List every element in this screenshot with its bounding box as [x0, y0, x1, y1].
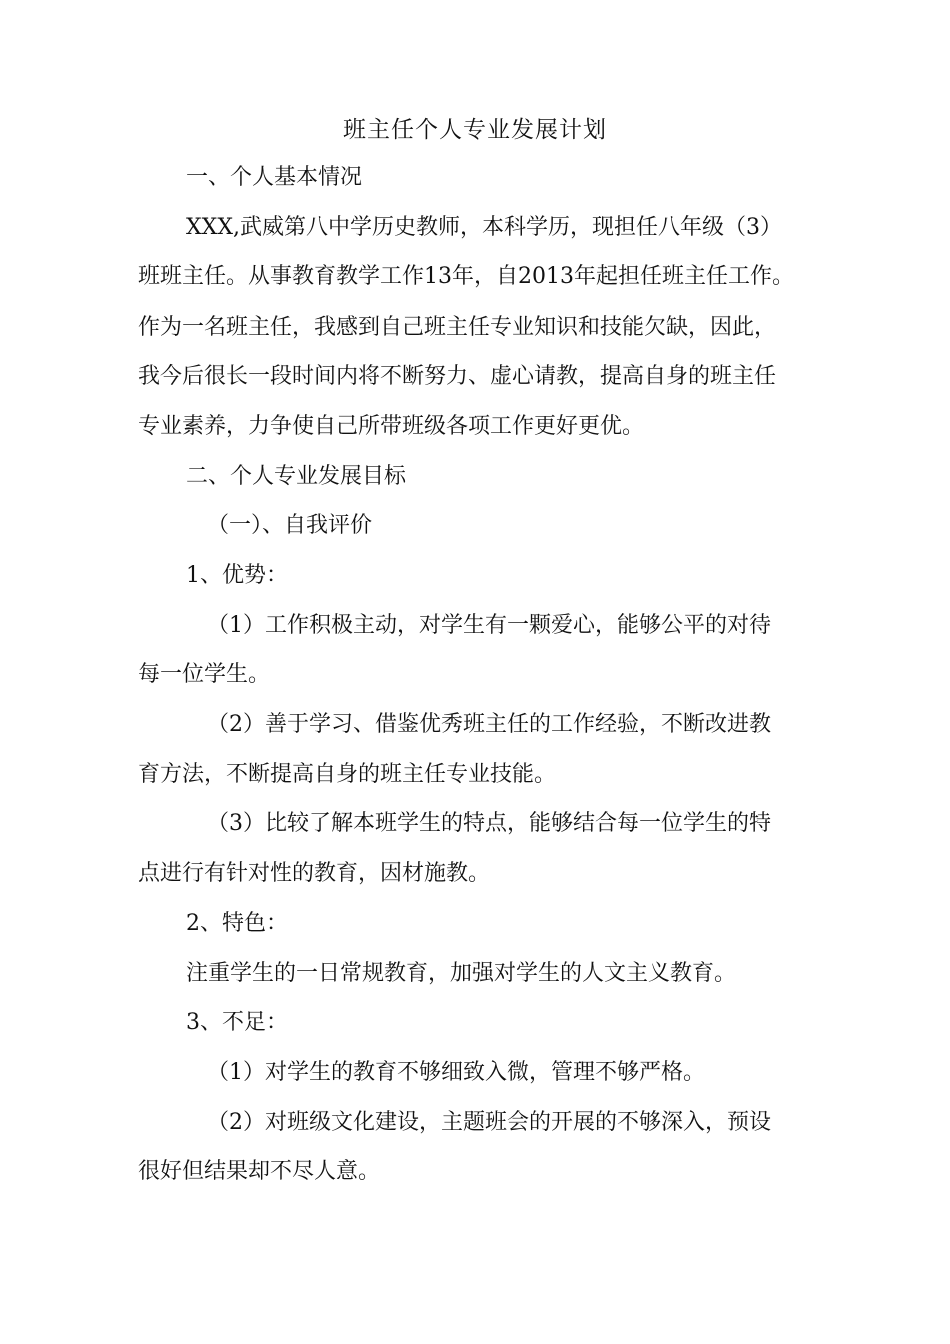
paragraph-line: （3）比较了解本班学生的特点，能够结合每一位学生的特: [207, 811, 771, 836]
document-title: 班主任个人专业发展计划: [343, 117, 607, 143]
item-heading-features: 2、特色：: [186, 911, 288, 936]
paragraph-line: （1）对学生的教育不够细致入微，管理不够严格。: [207, 1060, 705, 1085]
paragraph-line: 我今后很长一段时间内将不断努力、虚心请教，提高自身的班主任: [138, 364, 777, 389]
paragraph-line: 注重学生的一日常规教育，加强对学生的人文主义教育。: [186, 961, 737, 986]
paragraph-line: XXX,武威第八中学历史教师，本科学历，现担任八年级（3）: [186, 215, 782, 240]
paragraph-line: 点进行有针对性的教育，因材施教。: [138, 861, 491, 886]
paragraph-line: （1）工作积极主动，对学生有一颗爱心，能够公平的对待: [207, 613, 771, 638]
paragraph-line: 作为一名班主任，我感到自己班主任专业知识和技能欠缺，因此，: [138, 315, 777, 340]
paragraph-line: （2）对班级文化建设，主题班会的开展的不够深入，预设: [207, 1110, 771, 1135]
paragraph-line: 育方法，不断提高自身的班主任专业技能。: [138, 762, 557, 787]
paragraph-line: 专业素养，力争使自己所带班级各项工作更好更优。: [138, 414, 645, 439]
section-heading-basic-info: 一、个人基本情况: [186, 165, 363, 190]
paragraph-line: （2）善于学习、借鉴优秀班主任的工作经验，不断改进教: [207, 712, 771, 737]
item-heading-strengths: 1、优势：: [186, 563, 288, 588]
subsection-heading-self-evaluation: （一）、自我评价: [207, 513, 373, 538]
paragraph-line: 很好但结果却不尽人意。: [138, 1159, 381, 1184]
paragraph-line: 班班主任。从事教育教学工作13年，自2013年起担任班主任工作。: [138, 264, 794, 289]
item-heading-shortcomings: 3、不足：: [186, 1010, 288, 1035]
paragraph-line: 每一位学生。: [138, 662, 271, 687]
section-heading-goals: 二、个人专业发展目标: [186, 464, 407, 489]
